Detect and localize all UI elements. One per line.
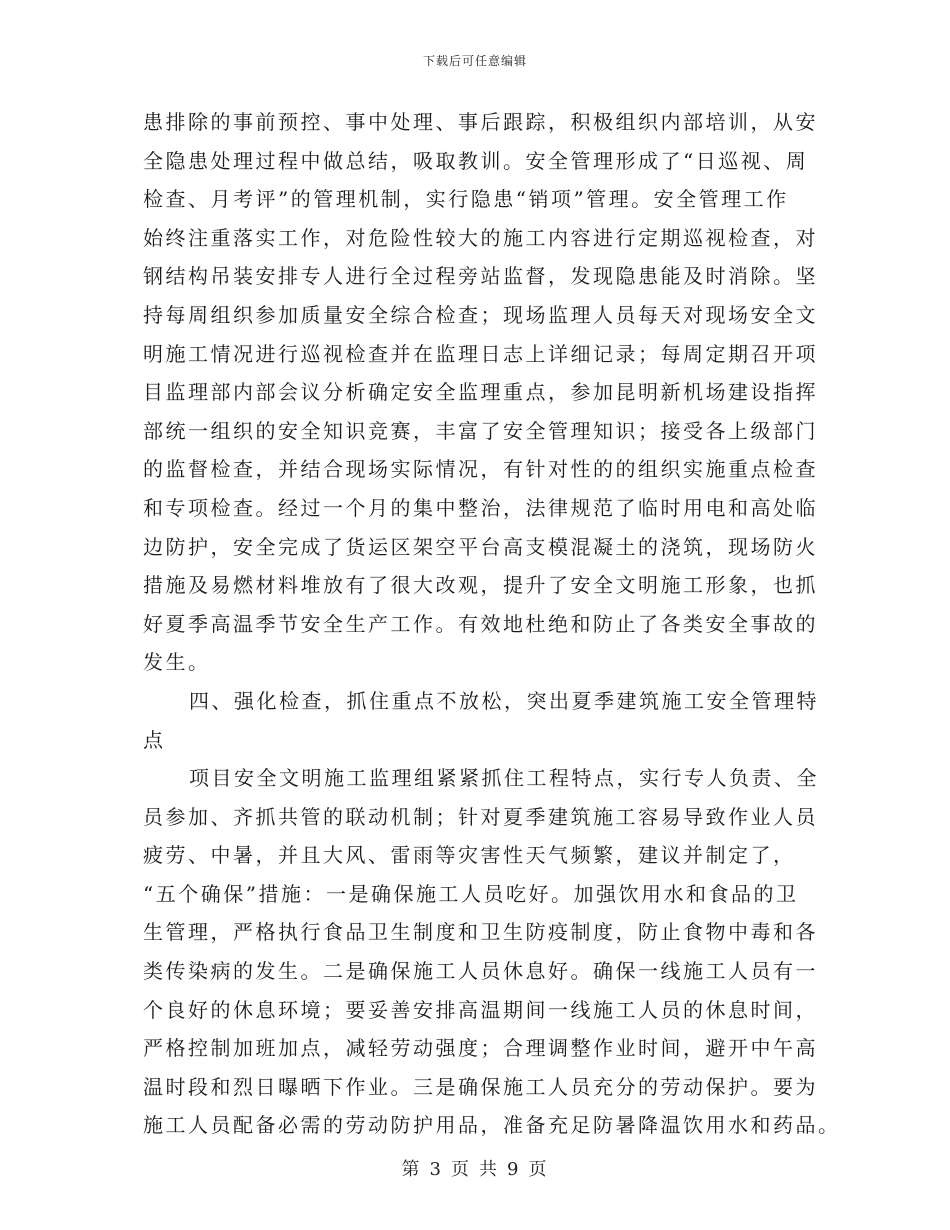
- text-line: 温时段和烈日曝晒下作业。三是确保施工人员充分的劳动保护。要为: [143, 1074, 818, 1099]
- text-line: 和专项检查。经过一个月的集中整治，法律规范了临时用电和高处临: [143, 495, 818, 520]
- document-body: [143, 103, 841, 1145]
- text-line: 明施工情况进行巡视检查并在监理日志上详细记录；每周定期召开项: [143, 341, 818, 366]
- text-line: 措施及易燃材料堆放有了很大改观，提升了安全文明施工形象，也抓: [143, 573, 818, 598]
- text-line: “五个确保”措施：一是确保施工人员吃好。加强饮用水和食品的卫: [143, 881, 799, 906]
- text-line: 员参加、齐抓共管的联动机制；针对夏季建筑施工容易导致作业人员: [143, 804, 818, 829]
- footer-total-word: 共: [479, 1159, 499, 1180]
- footer-prefix: 第: [401, 1159, 422, 1180]
- text-line: 施工人员配备必需的劳动防护用品，准备充足防暑降温饮用水和药品。: [143, 1113, 841, 1138]
- text-line: 个良好的休息环境；要妥善安排高温期间一线施工人员的休息时间，: [143, 997, 818, 1022]
- text-line: 发生。: [143, 650, 211, 675]
- total-pages: 9: [507, 1159, 521, 1180]
- text-line: 检查、月考评”的管理机制，实行隐患“销项”管理。安全管理工作: [143, 187, 789, 212]
- text-line: 患排除的事前预控、事中处理、事后跟踪，积极组织内部培训，从安: [143, 110, 818, 134]
- footer-suffix: 页: [528, 1159, 549, 1180]
- text-line: 持每周组织参加质量安全综合检查；现场监理人员每天对现场安全文: [143, 302, 818, 327]
- page-header: 下载后可任意编辑: [422, 54, 527, 68]
- text-line: 始终注重落实工作，对危险性较大的施工内容进行定期巡视检查，对: [143, 225, 818, 250]
- text-line: 好夏季高温季节安全生产工作。有效地杜绝和防止了各类安全事故的: [143, 611, 818, 636]
- page-footer: [0, 1155, 950, 1181]
- text-line: 部统一组织的安全知识竞赛，丰富了安全管理知识；接受各上级部门: [143, 418, 818, 443]
- text-line: 类传染病的发生。二是确保施工人员休息好。确保一线施工人员有一: [143, 959, 818, 984]
- text-line: 钢结构吊装安排专人进行全过程旁站监督，发现隐患能及时消除。坚: [143, 264, 818, 289]
- text-line: 边防护，安全完成了货运区架空平台高支模混凝土的浇筑，现场防火: [143, 534, 818, 559]
- page-number: 3: [429, 1159, 443, 1180]
- text-line: 全隐患处理过程中做总结，吸取教训。安全管理形成了“日巡视、周: [143, 148, 809, 173]
- section-heading: 四、强化检查，抓住重点不放松，突出夏季建筑施工安全管理特: [189, 688, 819, 713]
- section-heading-cont: 点: [143, 727, 166, 752]
- text-line: 严格控制加班加点，减轻劳动强度；合理调整作业时间，避开中午高: [143, 1036, 818, 1061]
- text-line: 的监督检查，并结合现场实际情况，有针对性的的组织实施重点检查: [143, 457, 818, 482]
- footer-page-word: 页: [451, 1159, 471, 1180]
- paragraph-start: 项目安全文明施工监理组紧紧抓住工程特点，实行专人负责、全: [189, 766, 819, 791]
- text-line: 生管理，严格执行食品卫生制度和卫生防疫制度，防止食物中毒和各: [143, 920, 818, 945]
- text-line: 疲劳、中暑，并且大风、雷雨等灾害性天气频繁，建议并制定了，: [143, 843, 796, 868]
- text-line: 目监理部内部会议分析确定安全监理重点，参加昆明新机场建设指挥: [143, 380, 818, 405]
